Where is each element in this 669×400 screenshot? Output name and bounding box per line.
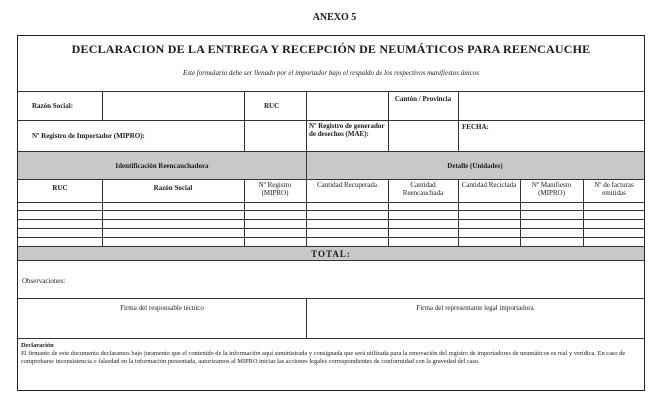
- column-header: Cantidad Reciclada: [461, 181, 517, 189]
- observaciones-label: Observaciones:: [22, 277, 66, 285]
- section-detalle: Detalle (Unidades): [447, 162, 503, 170]
- declaration-block: [21, 342, 641, 366]
- divider: [18, 246, 644, 247]
- ruc-label: RUC: [264, 102, 280, 110]
- divider: [18, 179, 644, 180]
- signature-tecnico: Firma del responsable técnico: [120, 304, 204, 312]
- divider: [244, 179, 245, 246]
- divider: [520, 179, 521, 246]
- declaration-heading: Declaración: [21, 342, 54, 349]
- signature-legal: Firma del representante legal importadora: [416, 304, 534, 312]
- column-header: Razón Social: [153, 184, 193, 192]
- table-row-line: [18, 237, 644, 238]
- column-header: Cantidad Recuperada: [316, 181, 378, 189]
- table-row-line: [18, 228, 644, 229]
- divider: [388, 91, 389, 151]
- column-header: Nº Registro (MIPRO): [258, 181, 292, 197]
- column-header: RUC: [52, 184, 68, 192]
- divider: [244, 91, 245, 151]
- divider: [458, 179, 459, 246]
- divider: [18, 338, 644, 339]
- divider: [102, 91, 103, 120]
- razon-social-label: Razón Social:: [32, 102, 74, 110]
- total-label: TOTAL:: [311, 249, 351, 259]
- column-header: Cantidad Reencauchada: [402, 181, 444, 197]
- table-row-line: [18, 210, 644, 211]
- registro-generador-label: Nº Registro de generador de desechos (MAE):: [309, 122, 385, 138]
- column-header: Nº Manifiesto (MIPRO): [531, 181, 572, 197]
- form-subtitle: Este formulario debe ser llenado por el importador bajo el respaldo de los respectivos manifiestos únicos: [183, 69, 479, 77]
- annex-heading: ANEXO 5: [312, 12, 357, 23]
- divider: [18, 298, 644, 299]
- canton-label: Cantón / Provincia: [394, 95, 452, 103]
- divider: [18, 151, 644, 152]
- fecha-label: FECHA:: [462, 123, 489, 131]
- divider: [306, 179, 307, 246]
- form-title: DECLARACION DE LA ENTREGA Y RECEPCIÓN DE NEUMÁTICOS PARA REENCAUCHE: [71, 42, 591, 56]
- divider: [18, 260, 644, 261]
- divider: [18, 120, 644, 121]
- divider: [18, 91, 644, 92]
- section-reencauchadora: Identificación Reencauchadora: [115, 162, 209, 170]
- column-header: Nº de facturas emitidas: [594, 181, 634, 197]
- table-row-line: [18, 219, 644, 220]
- declaration-text: El firmante de este documento declaramos bajo juramento que el contenido de la información aquí suministrada y consignada que será utilizada para la renovación del registro de importadores de neumáticos es real y verídica. En caso de comprobarse inconsistencia o falsedad en la información presentada, autorizamos al MIPRO iniciar las acciones legales correspondientes de conformidad con la gravedad del caso.: [21, 350, 626, 365]
- registro-importador-label: Nº Registro de Importador (MIPRO):: [32, 132, 145, 140]
- divider: [458, 91, 459, 120]
- divider: [18, 202, 644, 203]
- divider: [458, 120, 459, 151]
- declaration-form: [17, 35, 645, 391]
- divider: [306, 91, 307, 151]
- divider: [388, 179, 389, 246]
